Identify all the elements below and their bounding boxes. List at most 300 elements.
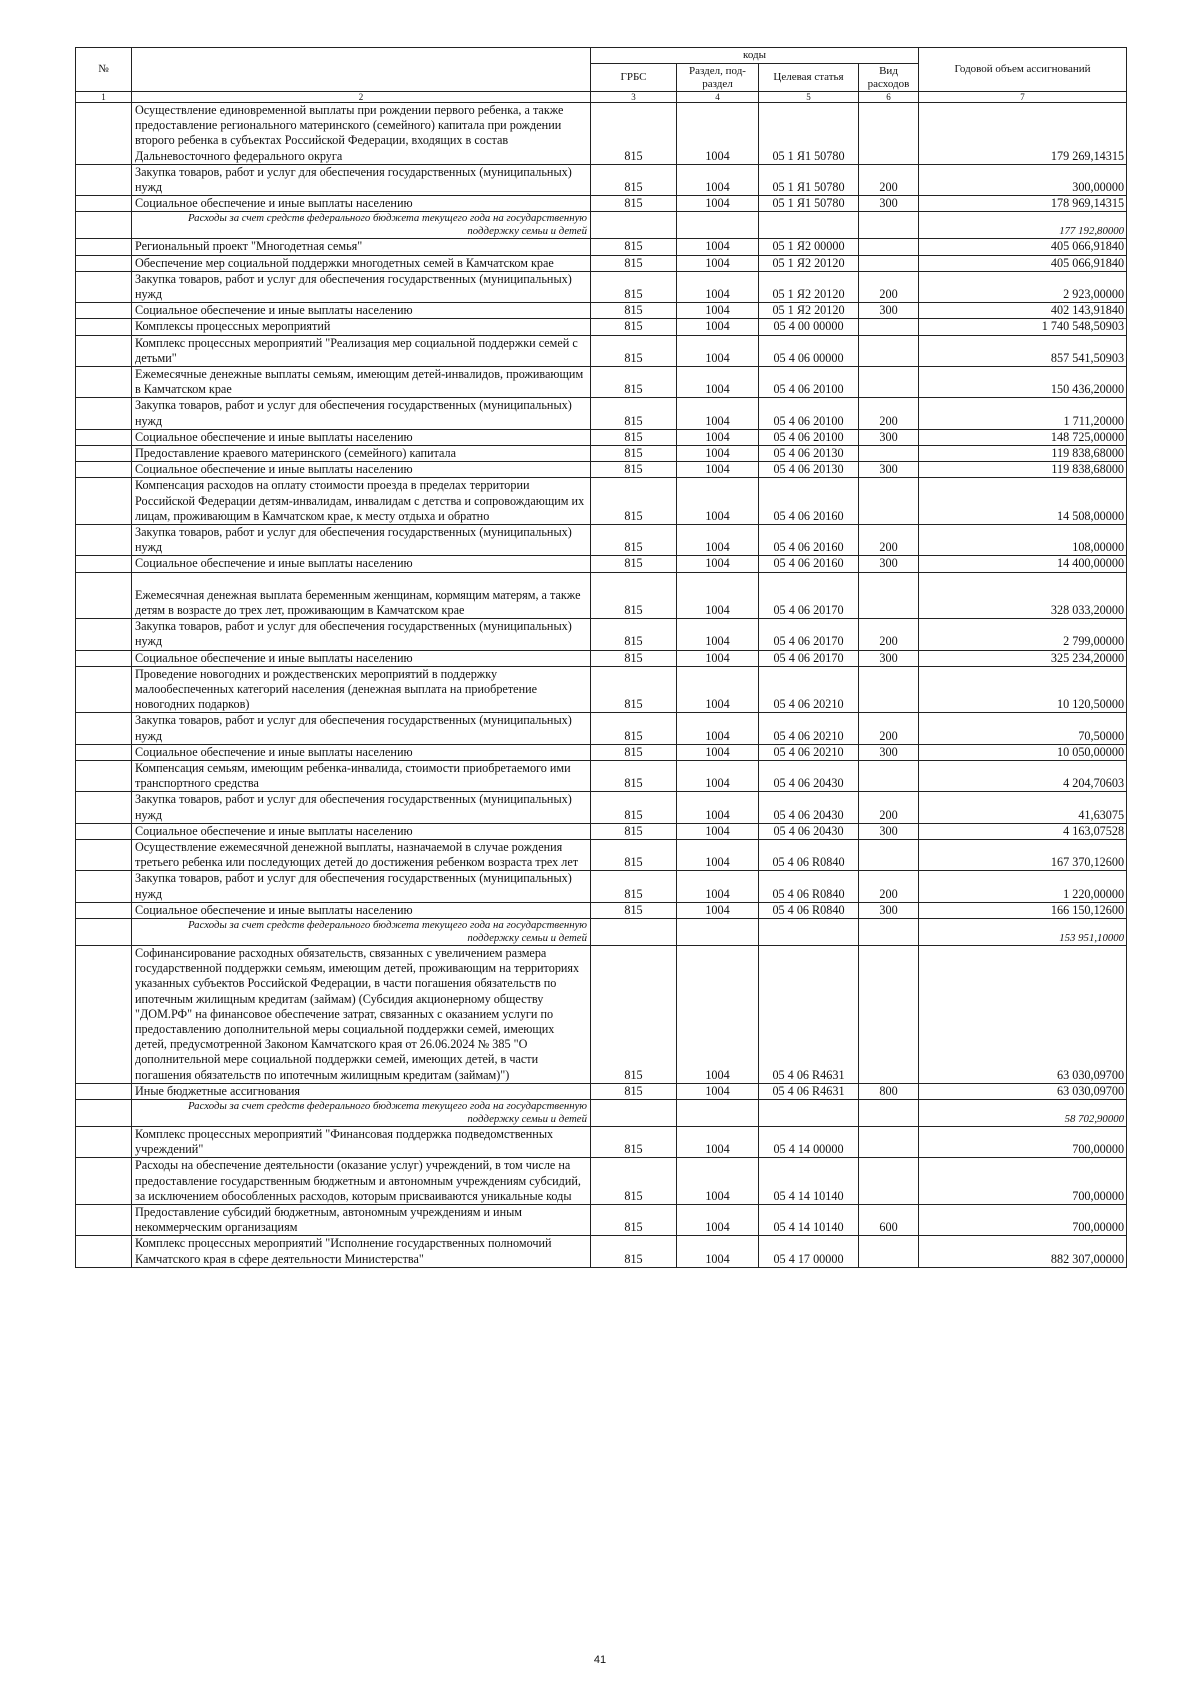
row-name: Компенсация расходов на оплату стоимости проезда в пределах территории Российской Федерации детям-инвалидам, инвалидам с детства и сопровождающим их лицам, проживающим в Камчатском крае, к месту отдыха и обратно bbox=[132, 478, 591, 525]
row-name: Компенсация семьям, имеющим ребенка-инвалида, стоимости приобретаемого ими транспортного средства bbox=[132, 760, 591, 791]
header-codes: коды bbox=[591, 48, 919, 64]
table-row bbox=[76, 650, 1127, 666]
row-number bbox=[76, 335, 132, 366]
table-row-note bbox=[76, 212, 1127, 239]
row-name: Социальное обеспечение и иные выплаты населению bbox=[132, 650, 591, 666]
row-grbs: 815 bbox=[591, 760, 677, 791]
row-exp-type: 800 bbox=[859, 1083, 919, 1099]
table-row bbox=[76, 713, 1127, 744]
row-target: 05 4 06 R4631 bbox=[759, 945, 859, 1083]
row-amount: 328 033,20000 bbox=[919, 572, 1127, 618]
row-target: 05 4 06 20170 bbox=[759, 619, 859, 650]
table-row bbox=[76, 792, 1127, 823]
table-row bbox=[76, 556, 1127, 572]
row-section: 1004 bbox=[677, 196, 759, 212]
row-number bbox=[76, 1158, 132, 1205]
row-grbs: 815 bbox=[591, 556, 677, 572]
row-amount: 63 030,09700 bbox=[919, 1083, 1127, 1099]
row-name: Расходы на обеспечение деятельности (оказание услуг) учреждений, в том числе на предоставление государственным бюджетным и автономным учреждениям субсидий, за исключением обособленных расходов, которым присваиваются уникальные коды bbox=[132, 1158, 591, 1205]
row-target: 05 4 06 20130 bbox=[759, 462, 859, 478]
row-grbs: 815 bbox=[591, 1083, 677, 1099]
row-section: 1004 bbox=[677, 319, 759, 335]
row-section: 1004 bbox=[677, 902, 759, 918]
row-number bbox=[76, 271, 132, 302]
row-grbs: 815 bbox=[591, 164, 677, 195]
table-row bbox=[76, 823, 1127, 839]
row-name: Социальное обеспечение и иные выплаты населению bbox=[132, 744, 591, 760]
row-grbs: 815 bbox=[591, 429, 677, 445]
row-amount: 178 969,14315 bbox=[919, 196, 1127, 212]
row-section: 1004 bbox=[677, 713, 759, 744]
row-amount: 402 143,91840 bbox=[919, 303, 1127, 319]
row-number bbox=[76, 429, 132, 445]
row-exp-type bbox=[859, 319, 919, 335]
row-section: 1004 bbox=[677, 525, 759, 556]
row-grbs: 815 bbox=[591, 478, 677, 525]
row-target: 05 4 14 10140 bbox=[759, 1205, 859, 1236]
row-grbs: 815 bbox=[591, 619, 677, 650]
row-number bbox=[76, 1236, 132, 1267]
row-section: 1004 bbox=[677, 666, 759, 713]
table-row bbox=[76, 525, 1127, 556]
col-index: 3 bbox=[591, 92, 677, 103]
row-target: 05 4 06 20170 bbox=[759, 572, 859, 618]
row-number bbox=[76, 1126, 132, 1157]
row-target bbox=[759, 918, 859, 945]
row-amount: 167 370,12600 bbox=[919, 839, 1127, 870]
row-amount: 150 436,20000 bbox=[919, 367, 1127, 398]
row-target: 05 4 06 20160 bbox=[759, 478, 859, 525]
row-amount: 700,00000 bbox=[919, 1205, 1127, 1236]
row-exp-type bbox=[859, 478, 919, 525]
row-amount: 405 066,91840 bbox=[919, 255, 1127, 271]
col-index: 6 bbox=[859, 92, 919, 103]
col-index: 5 bbox=[759, 92, 859, 103]
row-name: Комплекс процессных мероприятий "Реализация мер социальной поддержки семей с детьми" bbox=[132, 335, 591, 366]
row-section: 1004 bbox=[677, 1083, 759, 1099]
row-target bbox=[759, 212, 859, 239]
header-exp-type: Вид расходов bbox=[859, 64, 919, 92]
row-number bbox=[76, 212, 132, 239]
row-number bbox=[76, 303, 132, 319]
row-number bbox=[76, 619, 132, 650]
row-target: 05 4 06 20430 bbox=[759, 792, 859, 823]
row-number bbox=[76, 462, 132, 478]
header-no: № bbox=[76, 48, 132, 92]
row-target: 05 4 06 R0840 bbox=[759, 839, 859, 870]
row-grbs: 815 bbox=[591, 572, 677, 618]
row-name: Закупка товаров, работ и услуг для обеспечения государственных (муниципальных) нужд bbox=[132, 398, 591, 429]
row-target: 05 4 06 20430 bbox=[759, 760, 859, 791]
row-name: Закупка товаров, работ и услуг для обеспечения государственных (муниципальных) нужд bbox=[132, 871, 591, 902]
row-target: 05 4 17 00000 bbox=[759, 1236, 859, 1267]
row-section: 1004 bbox=[677, 871, 759, 902]
column-index-row bbox=[76, 92, 1127, 103]
row-grbs: 815 bbox=[591, 1236, 677, 1267]
table-row bbox=[76, 103, 1127, 165]
row-target: 05 4 06 20430 bbox=[759, 823, 859, 839]
row-name: Предоставление субсидий бюджетным, автономным учреждениям и иным некоммерческим организациям bbox=[132, 1205, 591, 1236]
row-section: 1004 bbox=[677, 303, 759, 319]
row-name: Социальное обеспечение и иные выплаты населению bbox=[132, 462, 591, 478]
table-row bbox=[76, 303, 1127, 319]
row-amount: 1 711,20000 bbox=[919, 398, 1127, 429]
row-grbs: 815 bbox=[591, 1158, 677, 1205]
row-name: Расходы за счет средств федерального бюджета текущего года на государственную поддержку семьи и детей bbox=[132, 918, 591, 945]
row-target: 05 4 06 20130 bbox=[759, 446, 859, 462]
row-number bbox=[76, 823, 132, 839]
row-target: 05 4 06 R4631 bbox=[759, 1083, 859, 1099]
row-exp-type: 300 bbox=[859, 303, 919, 319]
row-target: 05 4 06 20210 bbox=[759, 713, 859, 744]
row-amount: 148 725,00000 bbox=[919, 429, 1127, 445]
header-grbs: ГРБС bbox=[591, 64, 677, 92]
row-exp-type: 300 bbox=[859, 462, 919, 478]
row-grbs: 815 bbox=[591, 196, 677, 212]
row-amount: 4 163,07528 bbox=[919, 823, 1127, 839]
row-section: 1004 bbox=[677, 1236, 759, 1267]
row-name: Закупка товаров, работ и услуг для обеспечения государственных (муниципальных) нужд bbox=[132, 792, 591, 823]
row-grbs: 815 bbox=[591, 271, 677, 302]
row-number bbox=[76, 1083, 132, 1099]
table-row bbox=[76, 164, 1127, 195]
header-amount: Годовой объем ассигнований bbox=[919, 48, 1127, 92]
table-row bbox=[76, 945, 1127, 1083]
row-amount: 857 541,50903 bbox=[919, 335, 1127, 366]
table-row bbox=[76, 760, 1127, 791]
row-section: 1004 bbox=[677, 744, 759, 760]
table-row bbox=[76, 462, 1127, 478]
col-index: 1 bbox=[76, 92, 132, 103]
row-section: 1004 bbox=[677, 462, 759, 478]
row-section: 1004 bbox=[677, 335, 759, 366]
row-number bbox=[76, 871, 132, 902]
row-number bbox=[76, 744, 132, 760]
col-index: 4 bbox=[677, 92, 759, 103]
row-amount: 700,00000 bbox=[919, 1126, 1127, 1157]
row-number bbox=[76, 478, 132, 525]
row-exp-type bbox=[859, 255, 919, 271]
row-number bbox=[76, 239, 132, 255]
row-grbs: 815 bbox=[591, 335, 677, 366]
row-exp-type: 300 bbox=[859, 429, 919, 445]
row-grbs bbox=[591, 918, 677, 945]
row-section: 1004 bbox=[677, 1205, 759, 1236]
row-amount: 119 838,68000 bbox=[919, 446, 1127, 462]
row-name: Социальное обеспечение и иные выплаты населению bbox=[132, 556, 591, 572]
row-grbs: 815 bbox=[591, 319, 677, 335]
row-exp-type bbox=[859, 239, 919, 255]
row-target: 05 4 06 20210 bbox=[759, 666, 859, 713]
row-exp-type: 200 bbox=[859, 792, 919, 823]
row-amount: 1 740 548,50903 bbox=[919, 319, 1127, 335]
row-amount: 10 120,50000 bbox=[919, 666, 1127, 713]
row-section: 1004 bbox=[677, 1158, 759, 1205]
row-amount: 58 702,90000 bbox=[919, 1099, 1127, 1126]
row-amount: 1 220,00000 bbox=[919, 871, 1127, 902]
row-grbs: 815 bbox=[591, 255, 677, 271]
table-row bbox=[76, 335, 1127, 366]
row-number bbox=[76, 713, 132, 744]
row-name: Закупка товаров, работ и услуг для обеспечения государственных (муниципальных) нужд bbox=[132, 525, 591, 556]
row-name: Закупка товаров, работ и услуг для обеспечения государственных (муниципальных) нужд bbox=[132, 619, 591, 650]
row-amount: 10 050,00000 bbox=[919, 744, 1127, 760]
row-amount: 179 269,14315 bbox=[919, 103, 1127, 165]
row-number bbox=[76, 650, 132, 666]
row-target: 05 1 Я1 50780 bbox=[759, 103, 859, 165]
table-row bbox=[76, 1083, 1127, 1099]
row-grbs: 815 bbox=[591, 823, 677, 839]
row-amount: 14 400,00000 bbox=[919, 556, 1127, 572]
table-body bbox=[76, 103, 1127, 1268]
row-name: Ежемесячная денежная выплата беременным женщинам, кормящим матерям, а также детям в возрасте до трех лет, проживающим в Камчатском крае bbox=[132, 572, 591, 618]
row-number bbox=[76, 319, 132, 335]
row-number bbox=[76, 572, 132, 618]
row-section: 1004 bbox=[677, 760, 759, 791]
row-section: 1004 bbox=[677, 429, 759, 445]
table-row bbox=[76, 744, 1127, 760]
row-section: 1004 bbox=[677, 839, 759, 870]
row-number bbox=[76, 945, 132, 1083]
header-section: Раздел, под-раздел bbox=[677, 64, 759, 92]
row-exp-type bbox=[859, 1126, 919, 1157]
row-exp-type bbox=[859, 103, 919, 165]
row-name: Софинансирование расходных обязательств, связанных с увеличением размера государственной поддержки семьям, имеющим детей, проживающим на территориях указанных субъектов Российской Федерации, в части погашения обязательств по ипотечным жилищным кредитам (займам) (Субсидия акционерному обществу "ДОМ.РФ" на финансовое обеспечение затрат, связанных с оказанием услуги по предоставлению дополнительной меры социальной поддержки семей, имеющих детей, предусмотренной Законом Камчатского края от 26.06.2024 № 385 "О дополнительной мере социальной поддержки семей, имеющих детей, в части погашения обязательств по ипотечным жилищным кредитам (займам)") bbox=[132, 945, 591, 1083]
row-amount: 14 508,00000 bbox=[919, 478, 1127, 525]
table-row bbox=[76, 871, 1127, 902]
table-row bbox=[76, 572, 1127, 618]
row-target: 05 1 Я1 50780 bbox=[759, 164, 859, 195]
row-exp-type bbox=[859, 212, 919, 239]
row-number bbox=[76, 525, 132, 556]
row-amount: 70,50000 bbox=[919, 713, 1127, 744]
row-amount: 177 192,80000 bbox=[919, 212, 1127, 239]
row-grbs: 815 bbox=[591, 1205, 677, 1236]
row-section bbox=[677, 918, 759, 945]
row-name: Комплекс процессных мероприятий "Исполнение государственных полномочий Камчатского края в сфере деятельности Министерства" bbox=[132, 1236, 591, 1267]
row-exp-type bbox=[859, 335, 919, 366]
row-exp-type bbox=[859, 1236, 919, 1267]
row-section: 1004 bbox=[677, 271, 759, 302]
table-header bbox=[76, 48, 1127, 103]
row-section: 1004 bbox=[677, 945, 759, 1083]
row-grbs: 815 bbox=[591, 446, 677, 462]
row-grbs: 815 bbox=[591, 839, 677, 870]
row-target: 05 4 06 20170 bbox=[759, 650, 859, 666]
row-exp-type bbox=[859, 918, 919, 945]
row-number bbox=[76, 398, 132, 429]
row-amount: 153 951,10000 bbox=[919, 918, 1127, 945]
row-exp-type: 300 bbox=[859, 650, 919, 666]
table-row-note bbox=[76, 1099, 1127, 1126]
row-amount: 882 307,00000 bbox=[919, 1236, 1127, 1267]
row-amount: 2 799,00000 bbox=[919, 619, 1127, 650]
row-number bbox=[76, 1099, 132, 1126]
row-target: 05 4 06 20100 bbox=[759, 429, 859, 445]
row-section: 1004 bbox=[677, 164, 759, 195]
row-amount: 4 204,70603 bbox=[919, 760, 1127, 791]
row-grbs: 815 bbox=[591, 398, 677, 429]
row-target: 05 1 Я2 20120 bbox=[759, 303, 859, 319]
row-section: 1004 bbox=[677, 792, 759, 823]
table-row bbox=[76, 398, 1127, 429]
row-name: Закупка товаров, работ и услуг для обеспечения государственных (муниципальных) нужд bbox=[132, 271, 591, 302]
row-number bbox=[76, 839, 132, 870]
page-number: 41 bbox=[593, 1654, 607, 1666]
row-section: 1004 bbox=[677, 823, 759, 839]
row-number bbox=[76, 196, 132, 212]
row-exp-type: 200 bbox=[859, 525, 919, 556]
row-exp-type bbox=[859, 839, 919, 870]
row-number bbox=[76, 103, 132, 165]
row-exp-type: 600 bbox=[859, 1205, 919, 1236]
row-exp-type: 200 bbox=[859, 271, 919, 302]
row-number bbox=[76, 556, 132, 572]
row-target: 05 1 Я2 20120 bbox=[759, 255, 859, 271]
table-row bbox=[76, 271, 1127, 302]
row-grbs: 815 bbox=[591, 239, 677, 255]
row-name: Социальное обеспечение и иные выплаты населению bbox=[132, 303, 591, 319]
row-target: 05 4 06 20100 bbox=[759, 398, 859, 429]
table-row bbox=[76, 239, 1127, 255]
table-row bbox=[76, 839, 1127, 870]
table-row bbox=[76, 255, 1127, 271]
row-grbs: 815 bbox=[591, 462, 677, 478]
row-name: Ежемесячные денежные выплаты семьям, имеющим детей-инвалидов, проживающим в Камчатском крае bbox=[132, 367, 591, 398]
table-row bbox=[76, 1205, 1127, 1236]
row-grbs: 815 bbox=[591, 792, 677, 823]
row-number bbox=[76, 367, 132, 398]
row-name: Социальное обеспечение и иные выплаты населению bbox=[132, 429, 591, 445]
row-name: Социальное обеспечение и иные выплаты населению bbox=[132, 196, 591, 212]
budget-table-sheet bbox=[75, 47, 1126, 1268]
row-exp-type: 200 bbox=[859, 871, 919, 902]
table-row bbox=[76, 619, 1127, 650]
row-section: 1004 bbox=[677, 619, 759, 650]
row-exp-type bbox=[859, 760, 919, 791]
row-amount: 300,00000 bbox=[919, 164, 1127, 195]
row-exp-type: 200 bbox=[859, 398, 919, 429]
row-name: Проведение новогодних и рождественских мероприятий в поддержку малообеспеченных категорий населения (денежная выплата на приобретение новогодних подарков) bbox=[132, 666, 591, 713]
row-number bbox=[76, 1205, 132, 1236]
row-grbs: 815 bbox=[591, 1126, 677, 1157]
row-target: 05 4 06 R0840 bbox=[759, 871, 859, 902]
row-target: 05 1 Я1 50780 bbox=[759, 196, 859, 212]
row-number bbox=[76, 666, 132, 713]
row-section: 1004 bbox=[677, 478, 759, 525]
row-name: Закупка товаров, работ и услуг для обеспечения государственных (муниципальных) нужд bbox=[132, 164, 591, 195]
table-row bbox=[76, 196, 1127, 212]
row-name: Закупка товаров, работ и услуг для обеспечения государственных (муниципальных) нужд bbox=[132, 713, 591, 744]
row-name: Социальное обеспечение и иные выплаты населению bbox=[132, 902, 591, 918]
row-amount: 41,63075 bbox=[919, 792, 1127, 823]
table-row bbox=[76, 429, 1127, 445]
table-row-note bbox=[76, 918, 1127, 945]
row-section: 1004 bbox=[677, 398, 759, 429]
table-row bbox=[76, 319, 1127, 335]
row-name: Комплекс процессных мероприятий "Финансовая поддержка подведомственных учреждений" bbox=[132, 1126, 591, 1157]
row-exp-type: 200 bbox=[859, 713, 919, 744]
row-amount: 63 030,09700 bbox=[919, 945, 1127, 1083]
row-amount: 119 838,68000 bbox=[919, 462, 1127, 478]
row-exp-type: 300 bbox=[859, 823, 919, 839]
row-amount: 700,00000 bbox=[919, 1158, 1127, 1205]
row-exp-type bbox=[859, 446, 919, 462]
row-number bbox=[76, 760, 132, 791]
row-name: Предоставление краевого материнского (семейного) капитала bbox=[132, 446, 591, 462]
row-exp-type: 200 bbox=[859, 619, 919, 650]
row-name: Иные бюджетные ассигнования bbox=[132, 1083, 591, 1099]
row-section bbox=[677, 1099, 759, 1126]
row-section bbox=[677, 212, 759, 239]
row-target: 05 4 14 10140 bbox=[759, 1158, 859, 1205]
row-grbs: 815 bbox=[591, 744, 677, 760]
row-name: Обеспечение мер социальной поддержки многодетных семей в Камчатском крае bbox=[132, 255, 591, 271]
row-number bbox=[76, 792, 132, 823]
row-section: 1004 bbox=[677, 103, 759, 165]
row-name: Расходы за счет средств федерального бюджета текущего года на государственную поддержку семьи и детей bbox=[132, 212, 591, 239]
row-amount: 2 923,00000 bbox=[919, 271, 1127, 302]
row-amount: 325 234,20000 bbox=[919, 650, 1127, 666]
row-amount: 166 150,12600 bbox=[919, 902, 1127, 918]
row-exp-type: 300 bbox=[859, 196, 919, 212]
table-row bbox=[76, 666, 1127, 713]
budget-table bbox=[75, 47, 1127, 1268]
table-row bbox=[76, 1158, 1127, 1205]
row-grbs: 815 bbox=[591, 871, 677, 902]
row-target: 05 4 06 20210 bbox=[759, 744, 859, 760]
row-grbs: 815 bbox=[591, 713, 677, 744]
row-grbs: 815 bbox=[591, 945, 677, 1083]
table-row bbox=[76, 1236, 1127, 1267]
row-name: Социальное обеспечение и иные выплаты населению bbox=[132, 823, 591, 839]
row-number bbox=[76, 446, 132, 462]
row-name: Комплексы процессных мероприятий bbox=[132, 319, 591, 335]
row-number bbox=[76, 255, 132, 271]
table-row bbox=[76, 902, 1127, 918]
row-name: Осуществление единовременной выплаты при рождении первого ребенка, а также предоставление регионального материнского (семейного) капитала при рождении второго ребенка в субъектах Российской Федерации, входящих в состав Дальневосточного федерального округа bbox=[132, 103, 591, 165]
table-row bbox=[76, 1126, 1127, 1157]
row-target: 05 4 14 00000 bbox=[759, 1126, 859, 1157]
row-section: 1004 bbox=[677, 255, 759, 271]
row-exp-type bbox=[859, 572, 919, 618]
row-exp-type: 300 bbox=[859, 556, 919, 572]
row-target: 05 4 06 20160 bbox=[759, 525, 859, 556]
table-row bbox=[76, 367, 1127, 398]
row-target bbox=[759, 1099, 859, 1126]
col-index: 2 bbox=[132, 92, 591, 103]
row-section: 1004 bbox=[677, 239, 759, 255]
row-name: Региональный проект "Многодетная семья" bbox=[132, 239, 591, 255]
row-grbs: 815 bbox=[591, 525, 677, 556]
row-target: 05 4 06 R0840 bbox=[759, 902, 859, 918]
row-target: 05 4 06 00000 bbox=[759, 335, 859, 366]
row-exp-type bbox=[859, 367, 919, 398]
row-section: 1004 bbox=[677, 556, 759, 572]
header-target: Целевая статья bbox=[759, 64, 859, 92]
row-amount: 108,00000 bbox=[919, 525, 1127, 556]
row-amount: 405 066,91840 bbox=[919, 239, 1127, 255]
row-target: 05 4 06 20100 bbox=[759, 367, 859, 398]
row-grbs: 815 bbox=[591, 902, 677, 918]
row-section: 1004 bbox=[677, 367, 759, 398]
row-name: Осуществление ежемесячной денежной выплаты, назначаемой в случае рождения третьего ребенка или последующих детей до достижения ребенком возраста трех лет bbox=[132, 839, 591, 870]
row-exp-type: 200 bbox=[859, 164, 919, 195]
table-row bbox=[76, 478, 1127, 525]
row-grbs: 815 bbox=[591, 666, 677, 713]
col-index: 7 bbox=[919, 92, 1127, 103]
row-exp-type: 300 bbox=[859, 902, 919, 918]
